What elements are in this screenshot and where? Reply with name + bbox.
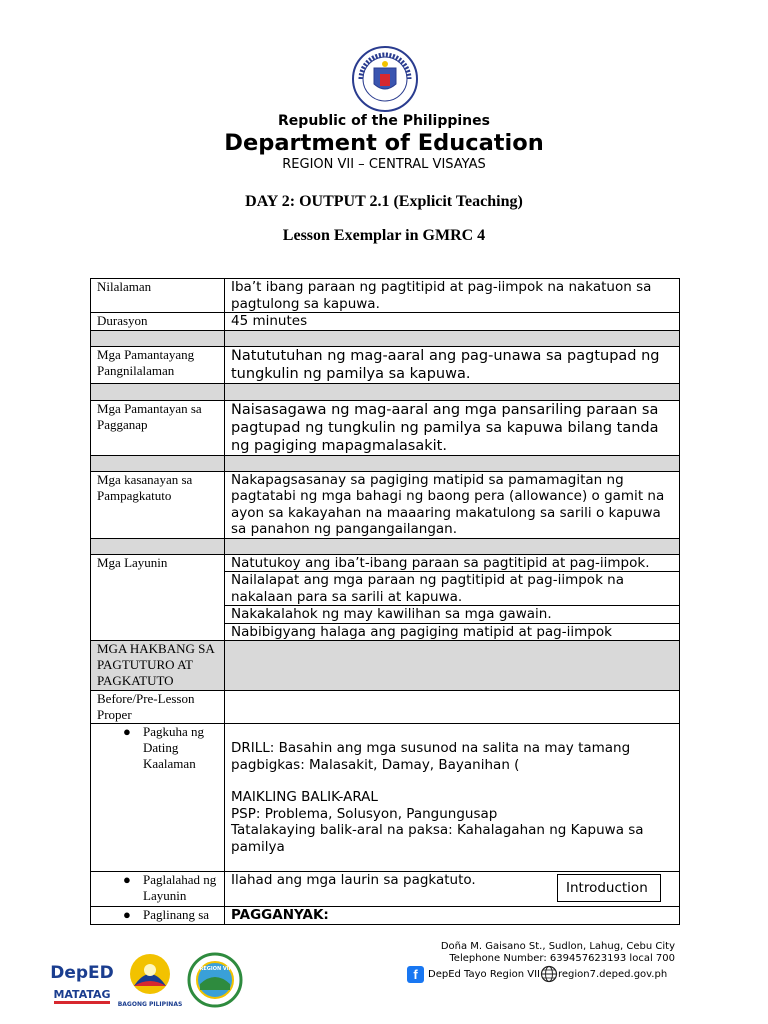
table-row — [91, 872, 680, 907]
website-link[interactable]: region7.deped.gov.ph — [558, 969, 668, 980]
table-row — [91, 724, 680, 872]
pagkuha-label: Pagkuha ng Dating Kaalaman — [143, 724, 205, 771]
layunin-item-2: Nailalapat ang mga paraan ng pagtitipid at pag-iimpok na nakalaan para sa sarili at kapuwa. — [225, 572, 680, 606]
durasyon-value: 45 minutes — [225, 313, 680, 331]
layunin-item-1: Natutukoy ang iba’t-ibang paraan sa pagtitipid at pag-iimpok. — [225, 554, 680, 572]
footer-social — [407, 965, 667, 985]
telephone-text: Telephone Number: 639457623193 local 700 — [449, 953, 675, 964]
lesson-title: Lesson Exemplar in GMRC 4 — [282, 227, 486, 244]
drill-text: DRILL: Basahin ang mga susunod na salita na may tamang pagbigkas: Malasakit, Damay, Bayanihan ( — [231, 740, 631, 773]
bullet-icon: ● — [123, 872, 131, 887]
day-output-title: DAY 2: OUTPUT 2.1 (Explicit Teaching) — [245, 193, 523, 210]
pamantayang-label: Mga Pamantayang Pangnilalaman — [91, 346, 225, 383]
matatag-logo-text: MATATAG — [53, 988, 111, 1001]
pagganap-value: Naisasagawa ng mag-aaral ang mga pansariling paraan sa pagtupad ng tungkulin ng pamilya sa kapuwa bilang tanda ng pagiging mapagmalasakit. — [225, 400, 680, 455]
region-seal-text: REGION VII — [199, 966, 231, 972]
durasyon-label: Durasyon — [91, 313, 225, 331]
facebook-text[interactable]: DepEd Tayo Region VII — [428, 969, 540, 980]
layunin-item-3: Nakakalahok ng may kawilihan sa mga gawain. — [225, 606, 680, 624]
paglalahad-bullet — [97, 872, 224, 904]
deped-matatag-logo — [50, 956, 114, 1004]
paglalahad-label: Paglalahad ng Layunin — [143, 872, 217, 903]
region-vii-seal — [189, 954, 241, 1006]
paglinang-label: Paglinang sa — [143, 907, 210, 922]
bagong-pilipinas-text: BAGONG PILIPINAS — [117, 1001, 183, 1008]
hakbang-label: MGA HAKBANG SA PAGTUTURO AT PAGKATUTO — [91, 641, 225, 691]
spacer-row — [91, 538, 680, 554]
introduction-box: Introduction — [557, 874, 661, 902]
pamantayang-value: Natututuhan ng mag-aaral ang pag-unawa sa pagtupad ng tungkulin ng pamilya sa kapuwa. — [225, 346, 680, 383]
balik-aral-paksa: Tatalakaying balik-aral na paksa: Kahalagahan ng Kapuwa sa pamilya — [231, 822, 644, 855]
layunin-label: Mga Layunin — [91, 554, 225, 641]
balik-aral-title: MAIKLING BALIK-ARAL — [231, 789, 378, 805]
balik-aral-psp: PSP: Problema, Solusyon, Pangungusap — [231, 805, 498, 822]
before-label: Before/Pre-Lesson Proper — [91, 691, 225, 724]
deped-seal-logo — [352, 44, 418, 114]
bullet-icon: ● — [123, 907, 131, 922]
table-row — [91, 691, 680, 724]
region-heading: REGION VII – CENTRAL VISAYAS — [282, 157, 486, 172]
kasanayan-label: Mga kasanayan sa Pampagkatuto — [91, 471, 225, 538]
kasanayan-value: Nakapagsasanay sa pagiging matipid sa pamamagitan ng pagtatabi ng mga bahagi ng baong pera (allowance) o gamit na ayon sa kakayahan na maaaring makatulong sa sarili o kapuwa sa panahon ng pangangailangan. — [225, 471, 680, 538]
deped-logo-text: DepED — [50, 963, 114, 983]
table-row — [91, 346, 680, 383]
spacer-row — [91, 455, 680, 471]
footer-address — [441, 941, 675, 965]
table-row — [91, 471, 680, 538]
table-row — [91, 641, 680, 691]
facebook-icon: f — [407, 966, 424, 983]
spacer-row — [91, 383, 680, 400]
globe-icon — [540, 965, 558, 983]
bagong-pilipinas-logo — [118, 954, 183, 1008]
layunin-item-4: Nabibigyang halaga ang pagiging matipid at pag-iimpok — [225, 623, 680, 641]
table-row — [91, 907, 680, 925]
table-row — [91, 279, 680, 313]
pagganyak-value: PAGGANYAK: — [225, 907, 680, 925]
department-heading: Department of Education — [224, 130, 544, 156]
table-row — [91, 554, 680, 572]
table-row — [91, 313, 680, 331]
pagkuha-bullet — [97, 724, 224, 772]
paglalahad-value: Ilahad ang mga laurin sa pagkatuto. — [231, 872, 476, 888]
republic-heading: Republic of the Philippines — [278, 113, 490, 129]
spacer-row — [91, 330, 680, 346]
footer-logos — [50, 950, 250, 1010]
pagganap-label: Mga Pamantayan sa Pagganap — [91, 400, 225, 455]
table-row — [91, 400, 680, 455]
bullet-icon: ● — [123, 724, 131, 739]
lesson-table — [90, 278, 680, 925]
paglinang-bullet — [97, 907, 224, 923]
nilalaman-value: Iba’t ibang paraan ng pagtitipid at pag-iimpok na nakatuon sa pagtulong sa kapuwa. — [225, 279, 680, 313]
nilalaman-label: Nilalaman — [91, 279, 225, 313]
address-text: Doña M. Gaisano St., Sudlon, Lahug, Cebu City — [440, 941, 675, 952]
